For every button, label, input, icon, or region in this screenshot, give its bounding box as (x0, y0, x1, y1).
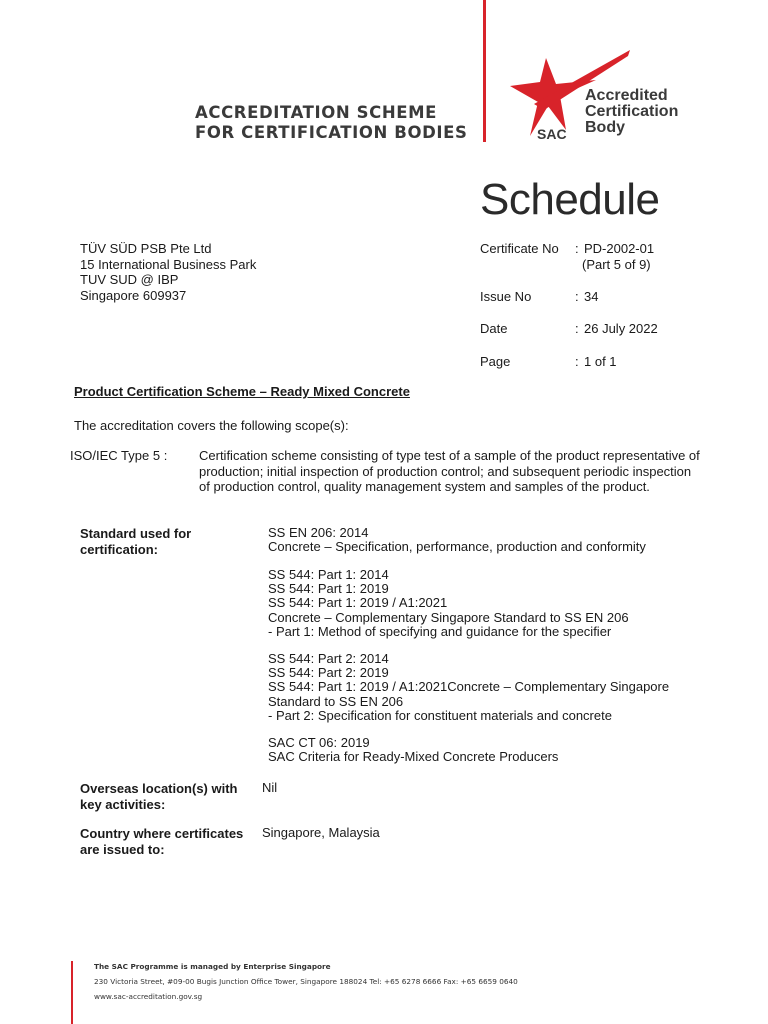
address-line: TUV SUD @ IBP (80, 272, 179, 287)
address-block (80, 241, 256, 303)
iso-desc-line: of production control, quality management system and samples of the product. (199, 479, 650, 494)
standard-line: Concrete – Specification, performance, production and conformity (268, 539, 646, 555)
footer-divider (71, 961, 73, 1024)
address-line: 15 International Business Park (80, 256, 257, 272)
iso-type-description (199, 448, 709, 495)
standard-group (268, 736, 708, 764)
issue-value: 34 (584, 289, 599, 304)
footer-website: www.sac-accreditation.gov.sg (94, 992, 203, 1001)
standard-line: SS 544: Part 1: 2019 / A1:2021 (268, 595, 448, 611)
scheme-title-line1: ACCREDITATION SCHEME (195, 103, 438, 122)
issue-sep: : (575, 289, 579, 304)
standard-line: SS 544: Part 2: 2019 (268, 665, 389, 681)
cert-part: (Part 5 of 9) (582, 257, 651, 272)
standard-line: SS 544: Part 1: 2014 (268, 567, 389, 582)
standard-line: SAC Criteria for Ready-Mixed Concrete Producers (268, 749, 559, 765)
overseas-label (80, 781, 255, 812)
page-sep: : (575, 354, 579, 369)
standard-label-line1: Standard used for (80, 526, 192, 541)
page-value: 1 of 1 (584, 354, 617, 369)
overseas-label-line1: Overseas location(s) with (80, 781, 238, 796)
address-line: TÜV SÜD PSB Pte Ltd (80, 241, 212, 256)
cert-label: Certificate No (480, 241, 559, 256)
address-line: Singapore 609937 (80, 287, 187, 303)
standard-line: - Part 1: Method of specifying and guidance for the specifier (268, 623, 612, 639)
cert-sep: : (575, 241, 579, 256)
standard-group (268, 526, 708, 554)
logo-line3: Body (585, 119, 625, 136)
footer-address: 230 Victoria Street, #09-00 Bugis Junction Office Tower, Singapore 188024 Tel: +65 6278 6666 Fax: +65 6659 0640 (94, 977, 518, 986)
standard-line: SS 544: Part 1: 2019 / A1:2021Concrete – Complementary Singapore (268, 679, 670, 695)
scope-intro: The accreditation covers the following scope(s): (74, 418, 349, 433)
standard-group (268, 652, 708, 723)
logo-line1: Accredited (585, 87, 668, 104)
standard-line: Concrete – Complementary Singapore Standard to SS EN 206 (268, 609, 629, 625)
standard-line: Standard to SS EN 206 (268, 693, 404, 709)
logo-line2: Certification (585, 103, 679, 120)
standard-line: - Part 2: Specification for constituent materials and concrete (268, 707, 612, 723)
footer-managed-by: The SAC Programme is managed by Enterprise Singapore (94, 962, 331, 971)
country-label-line1: Country where certificates (80, 826, 244, 841)
iso-type-label: ISO/IEC Type 5 : (70, 448, 168, 463)
date-sep: : (575, 321, 579, 336)
country-label (80, 826, 255, 857)
standard-label-line2: certification: (80, 541, 159, 557)
overseas-value: Nil (262, 780, 278, 795)
cert-value: PD-2002-01 (584, 241, 655, 256)
logo-text (585, 88, 678, 136)
standard-label (80, 526, 255, 557)
issue-label: Issue No (480, 289, 532, 304)
standard-line: SS EN 206: 2014 (268, 525, 369, 540)
country-value: Singapore, Malaysia (262, 825, 380, 840)
date-value: 26 July 2022 (584, 321, 658, 336)
logo-sac: SAC (537, 126, 567, 142)
iso-desc-line: production; initial inspection of production control; and subsequent periodic inspection (199, 463, 692, 479)
date-label: Date (480, 321, 508, 336)
standard-line: SAC CT 06: 2019 (268, 735, 370, 750)
country-label-line2: are issued to: (80, 841, 165, 857)
page-title: Schedule (480, 175, 660, 224)
standard-line: SS 544: Part 1: 2019 (268, 581, 389, 597)
header-divider (483, 0, 486, 142)
page-label: Page (480, 354, 511, 369)
standard-line: SS 544: Part 2: 2014 (268, 651, 389, 666)
scheme-heading: Product Certification Scheme – Ready Mixed Concrete (74, 384, 410, 399)
standard-group (268, 568, 708, 639)
overseas-label-line2: key activities: (80, 796, 166, 812)
scheme-title (195, 103, 467, 143)
scheme-title-line2: FOR CERTIFICATION BODIES (195, 123, 468, 142)
iso-desc-line: Certification scheme consisting of type test of a sample of the product representative of (199, 448, 700, 463)
